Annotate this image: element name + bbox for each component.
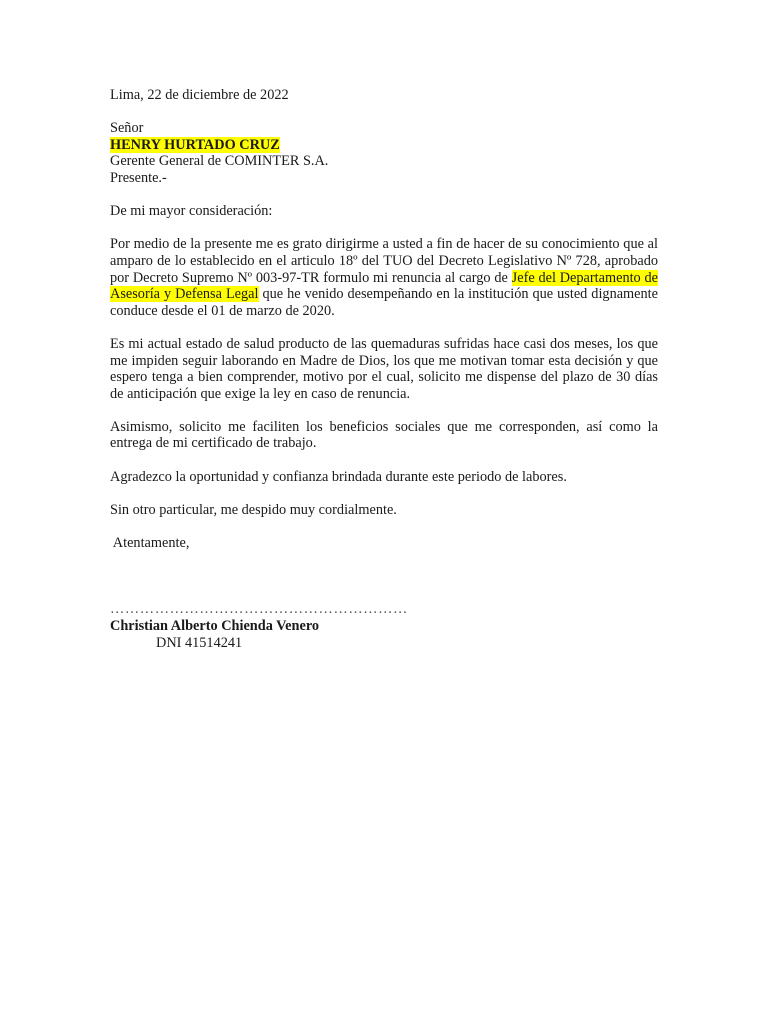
signature-line: …………………………………………………… <box>110 601 408 618</box>
paragraph-thanks: Agradezco la oportunidad y confianza brindada durante este periodo de labores. <box>110 468 567 485</box>
paragraph-health: Es mi actual estado de salud producto de las quemaduras sufridas hace casi dos meses, los que me impiden seguir laborando en Madre de Dios, los que me motivan tomar esta decisión y que espero tenga a bien comprender, motivo por el cual, solicito me dispense del plazo de 30 días de anticipación que exige la ley en caso de renuncia. <box>110 335 658 402</box>
salutation: Señor <box>110 120 144 137</box>
signer-dni: DNI 41514241 <box>156 634 243 651</box>
signer-name: Christian Alberto Chienda Venero <box>110 618 320 634</box>
paragraph-benefits: Asimismo, solicito me faciliten los beneficios sociales que me corresponden, así como la entrega de mi certificado de trabajo. <box>110 418 658 452</box>
recipient-name-line <box>110 137 658 154</box>
recipient-name: HENRY HURTADO CRUZ <box>110 136 280 153</box>
paragraph-resignation-start: Por medio de la presente me es grato dirigirme a usted a fin de hacer de su conocimiento que al amparo de lo establecido en el articulo 18º del TUO del Decreto Legislativo Nº 728, aprobado por Decreto Supremo Nº 003-97-TR formulo mi renuncia al cargo de <box>110 236 658 286</box>
position-title: Jefe del Departamento de Asesoría y Defensa Legal <box>110 269 659 303</box>
closing: Atentamente, <box>110 535 190 552</box>
greeting: De mi mayor consideración: <box>110 203 273 220</box>
place-date: Lima, 22 de diciembre de 2022 <box>110 87 289 103</box>
presente: Presente.- <box>110 169 167 186</box>
paragraph-farewell: Sin otro particular, me despido muy cordialmente. <box>110 501 397 518</box>
recipient-title: Gerente General de COMINTER S.A. <box>110 153 329 170</box>
paragraph-resignation-end: que he venido desempeñando en la institución que usted dignamente conduce desde el 01 de marzo de 2020. <box>110 286 658 319</box>
paragraph-resignation <box>110 236 658 319</box>
letter-body <box>110 87 658 651</box>
